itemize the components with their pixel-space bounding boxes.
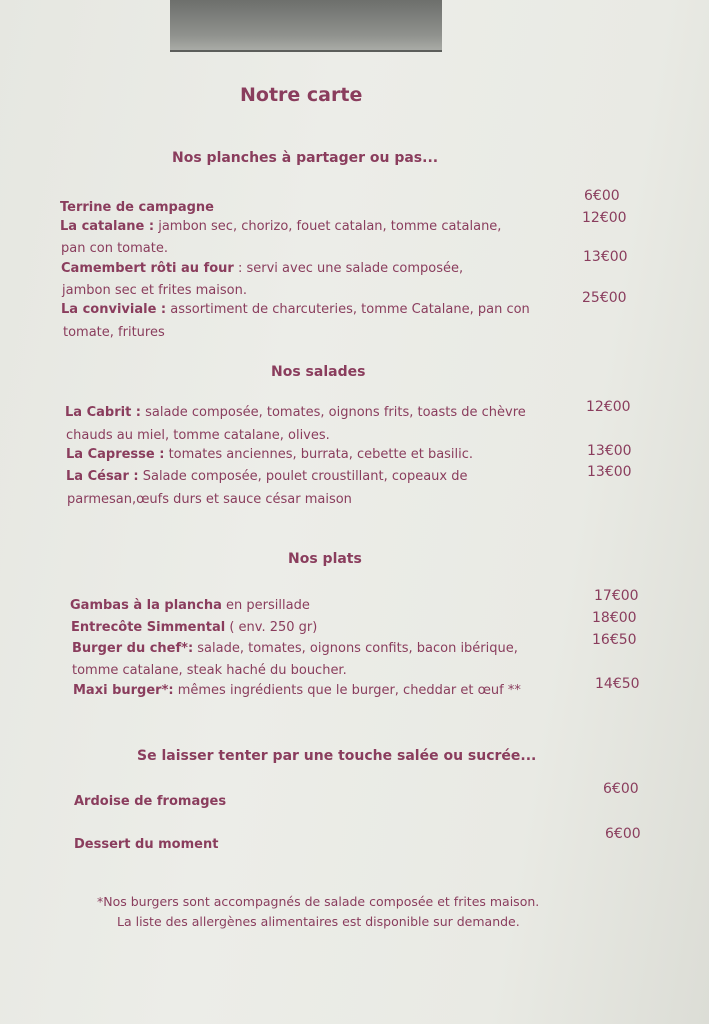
item-name: Gambas à la plancha [70,598,222,613]
item-line [60,219,501,234]
item-description: salade composée, tomates, oignons frits, toasts de chèvre [141,405,526,420]
item-line [66,447,473,462]
item-price: 6€00 [584,188,620,204]
item-line [73,683,521,698]
item-price: 12€00 [582,210,627,226]
item-price: 6€00 [605,826,641,842]
item-description-continued: chauds au miel, tomme catalane, olives. [66,428,330,443]
item-description-continued: tomme catalane, steak haché du boucher. [72,663,347,678]
item-line [65,405,526,420]
menu-title: Notre carte [240,84,363,106]
item-line [71,620,317,635]
item-line [61,302,530,317]
item-price: 16€50 [592,632,637,648]
section-heading-salades: Nos salades [271,364,366,380]
item-name: Ardoise de fromages [74,794,227,809]
item-price: 13€00 [587,443,632,459]
item-name: Burger du chef*: [72,641,194,656]
section-heading-plats: Nos plats [288,551,362,567]
item-price: 13€00 [587,464,632,480]
item-price: 14€50 [595,676,640,692]
item-name: La Cabrit : [65,405,142,420]
item-description-continued: parmesan,œufs durs et sauce césar maison [67,492,352,507]
item-line [66,469,468,484]
item-description: Salade composée, poulet croustillant, copeaux de [138,469,468,484]
item-name: Maxi burger*: [73,683,174,698]
item-price: 13€00 [583,249,628,265]
item-line [72,641,518,656]
item-description: tomates anciennes, burrata, cebette et basilic. [164,447,474,462]
item-line [74,794,226,809]
item-description: jambon sec, chorizo, fouet catalan, tomme catalane, [154,219,502,234]
item-description-continued: tomate, fritures [63,325,165,340]
item-description: : servi avec une salade composée, [233,261,464,276]
item-description: en persillade [221,598,310,613]
section-heading-planches: Nos planches à partager ou pas... [172,150,439,166]
footnote-allergenes: La liste des allergènes alimentaires est disponible sur demande. [117,914,520,929]
item-description: assortiment de charcuteries, tomme Catalane, pan con [166,302,530,317]
item-description: mêmes ingrédients que le burger, cheddar et œuf ** [173,683,521,698]
item-line [61,261,463,276]
item-name: La César : [66,469,139,484]
item-price: 12€00 [586,399,631,415]
clipboard-clip [170,0,442,52]
item-price: 25€00 [582,290,627,306]
section-heading-touche: Se laisser tenter par une touche salée ou sucrée... [137,748,537,764]
item-line [74,837,218,852]
item-price: 18€00 [592,610,637,626]
item-line [60,200,214,215]
item-description-continued: jambon sec et frites maison. [62,283,247,298]
item-name: Dessert du moment [74,837,219,852]
item-description-continued: pan con tomate. [61,241,168,256]
item-name: Entrecôte Simmental [71,620,226,635]
item-name: La Capresse : [66,447,165,462]
item-description: ( env. 250 gr) [225,620,318,635]
item-name: Camembert rôti au four [61,261,234,276]
item-price: 6€00 [603,781,639,797]
item-price: 17€00 [594,588,639,604]
item-name: La conviviale : [61,302,167,317]
footnote-burgers: *Nos burgers sont accompagnés de salade composée et frites maison. [97,894,540,909]
item-description: salade, tomates, oignons confits, bacon ibérique, [193,641,518,656]
item-name: Terrine de campagne [60,200,214,215]
item-name: La catalane : [60,219,155,234]
item-line [70,598,310,613]
